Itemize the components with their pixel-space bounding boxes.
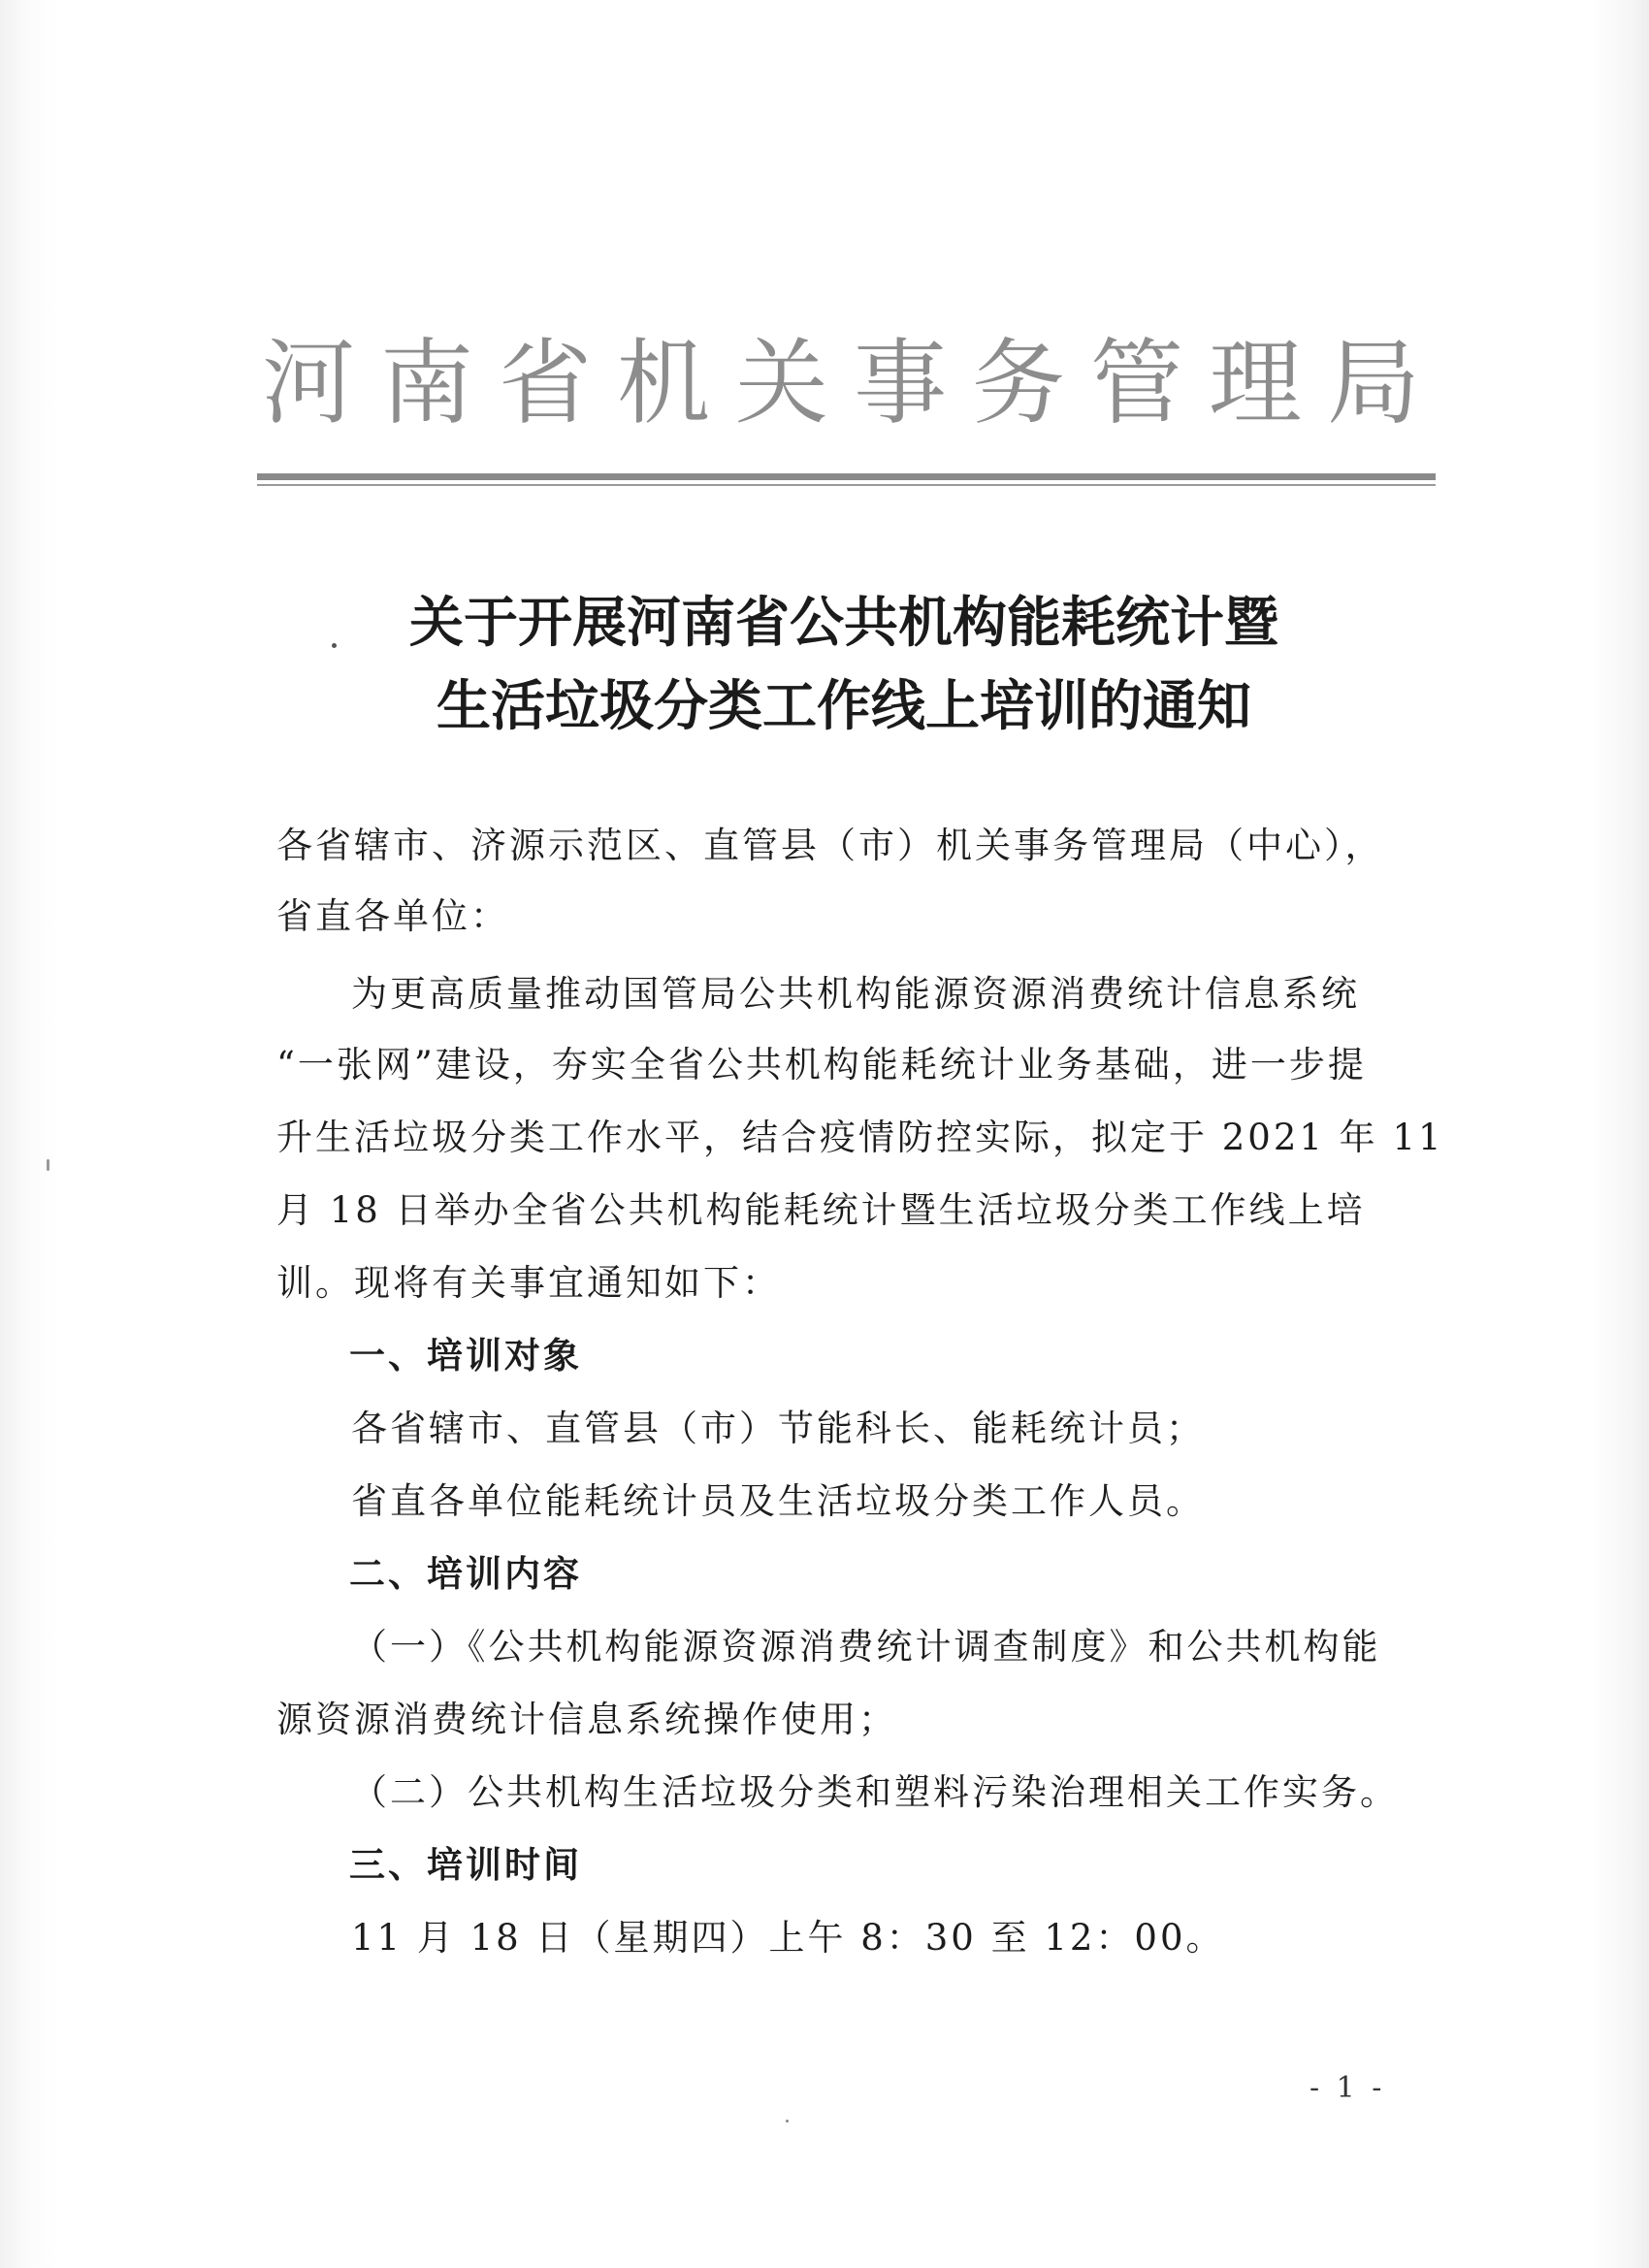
section-1-line-2: 省直各单位能耗统计员及生活垃圾分类工作人员。 (351, 1480, 1205, 1522)
intro-line-3: 升生活垃圾分类工作水平，结合疫情防控实际，拟定于 2021 年 11 (276, 1117, 1444, 1158)
intro-line-4: 月 18 日举办全省公共机构能耗统计暨生活垃圾分类工作线上培 (276, 1189, 1366, 1231)
section-heading-training-time: 三、培训时间 (349, 1844, 582, 1886)
letterhead-rule (257, 473, 1436, 489)
scan-speck (47, 1159, 49, 1171)
section-heading-training-content: 二、培训内容 (349, 1553, 582, 1595)
section-3-line-1: 11 月 18 日（星期四）上午 8：30 至 12：00。 (351, 1917, 1225, 1959)
scan-speck (786, 2120, 789, 2122)
agency-letterhead: 河南省机关事务管理局 (262, 329, 1445, 437)
notice-title-line-2: 生活垃圾分类工作线上培训的通知 (436, 675, 1251, 738)
intro-line-5: 训。现将有关事宜通知如下： (276, 1262, 781, 1304)
page-number: - 1 - (1310, 2071, 1386, 2105)
section-1-line-1: 各省辖市、直管县（市）节能科长、能耗统计员； (351, 1408, 1205, 1449)
intro-line-2: “一张网”建设，夯实全省公共机构能耗统计业务基础，进一步提 (276, 1044, 1367, 1085)
letterhead-rule-thin (257, 484, 1436, 486)
addressee-line-1: 各省辖市、济源示范区、直管县（市）机关事务管理局（中心）， (276, 825, 1384, 866)
notice-title-line-1: 关于开展河南省公共机构能耗统计暨 (409, 592, 1278, 655)
addressee-line-2: 省直各单位： (276, 895, 509, 937)
section-heading-training-targets: 一、培训对象 (349, 1335, 582, 1377)
notice-title (242, 582, 1445, 749)
letterhead-rule-thick (257, 473, 1436, 480)
section-2-line-2: 源资源消费统计信息系统操作使用； (276, 1699, 897, 1740)
section-2-line-1: （一）《公共机构能源资源消费统计调查制度》和公共机构能 (351, 1626, 1381, 1668)
intro-line-1: 为更高质量推动国管局公共机构能源资源消费统计信息系统 (351, 973, 1360, 1015)
section-2-line-3: （二）公共机构生活垃圾分类和塑料污染治理相关工作实务。 (351, 1771, 1399, 1813)
